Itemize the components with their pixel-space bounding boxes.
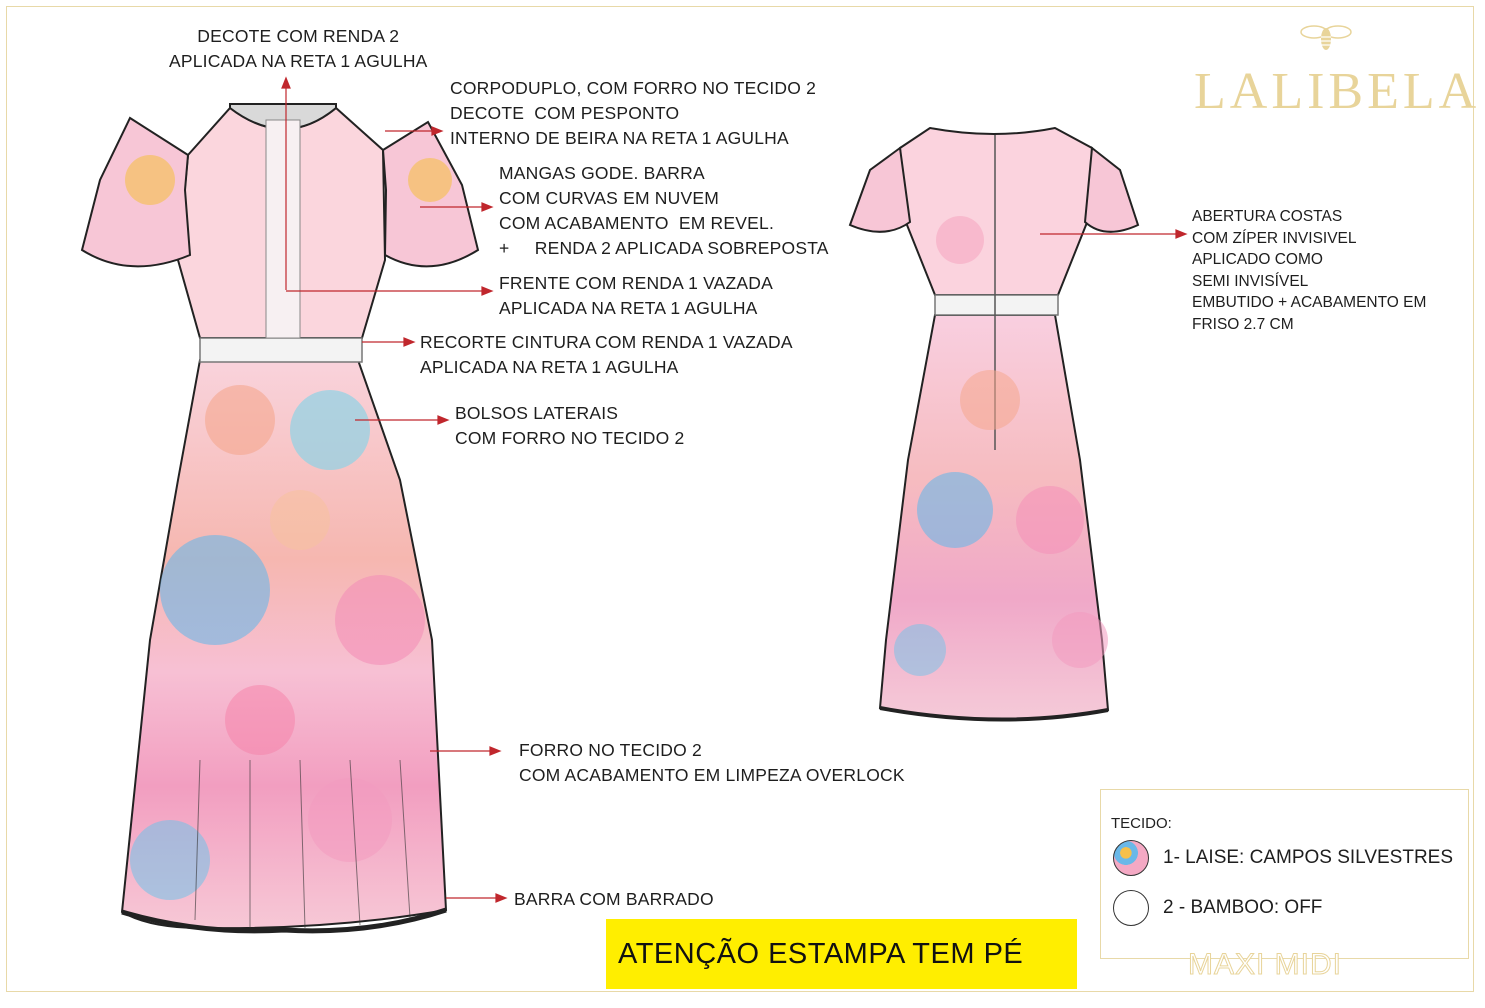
fabric-item-label: 1- LAISE: CAMPOS SILVESTRES: [1163, 847, 1454, 868]
back-right-sleeve: [1085, 148, 1138, 232]
annotation-bodice: CORPODUPLO, COM FORRO NO TECIDO 2 DECOTE COM PESPONTO INTERNO DE BEIRA NA RETA 1 AGULHA: [450, 78, 817, 148]
back-waist-band: [935, 295, 1058, 315]
fabric-item-2: [1113, 890, 1322, 926]
annotation-waist: RECORTE CINTURA COM RENDA 1 VAZADA APLICADA NA RETA 1 AGULHA: [420, 332, 793, 377]
fabric-title: TECIDO:: [1111, 815, 1172, 832]
model-tag: MAXI MIDI: [1188, 948, 1343, 981]
front-waist-band: [200, 338, 362, 362]
off-white-swatch-icon: [1113, 890, 1149, 926]
annotation-neckline: DECOTE COM RENDA 2 APLICADA NA RETA 1 AGULHA: [169, 26, 428, 71]
fabric-legend: [1100, 789, 1469, 959]
fabric-item-label: 2 - BAMBOO: OFF: [1163, 897, 1323, 918]
annotation-hem: BARRA COM BARRADO: [514, 889, 714, 909]
annotation-front-lace: FRENTE COM RENDA 1 VAZADA APLICADA NA RETA 1 AGULHA: [499, 273, 774, 318]
back-dress: [850, 128, 1138, 720]
bee-icon: [1296, 20, 1356, 54]
back-left-sleeve: [850, 148, 910, 232]
annotation-pockets: BOLSOS LATERAIS COM FORRO NO TECIDO 2: [455, 403, 685, 448]
front-dress: [82, 104, 478, 931]
brand-logo: LALIBELA: [1194, 63, 1481, 120]
print-direction-warning: ATENÇÃO ESTAMPA TEM PÉ: [606, 919, 1077, 989]
floral-swatch-icon: [1113, 840, 1149, 876]
annotation-back-opening: ABERTURA COSTAS COM ZÍPER INVISIVEL APLICADO COMO SEMI INVISÍVEL EMBUTIDO + ACABAMENTO EM FRISO 2.7 CM: [1192, 208, 1427, 333]
annotation-sleeves: MANGAS GODE. BARRA COM CURVAS EM NUVEM COM ACABAMENTO EM REVEL. + RENDA 2 APLICADA SOBREPOSTA: [499, 163, 829, 258]
front-center-lace: [266, 120, 300, 338]
fabric-item-1: [1113, 840, 1453, 876]
annotation-lining: FORRO NO TECIDO 2 COM ACABAMENTO EM LIMPEZA OVERLOCK: [519, 740, 905, 785]
back-bodice: [900, 128, 1092, 295]
